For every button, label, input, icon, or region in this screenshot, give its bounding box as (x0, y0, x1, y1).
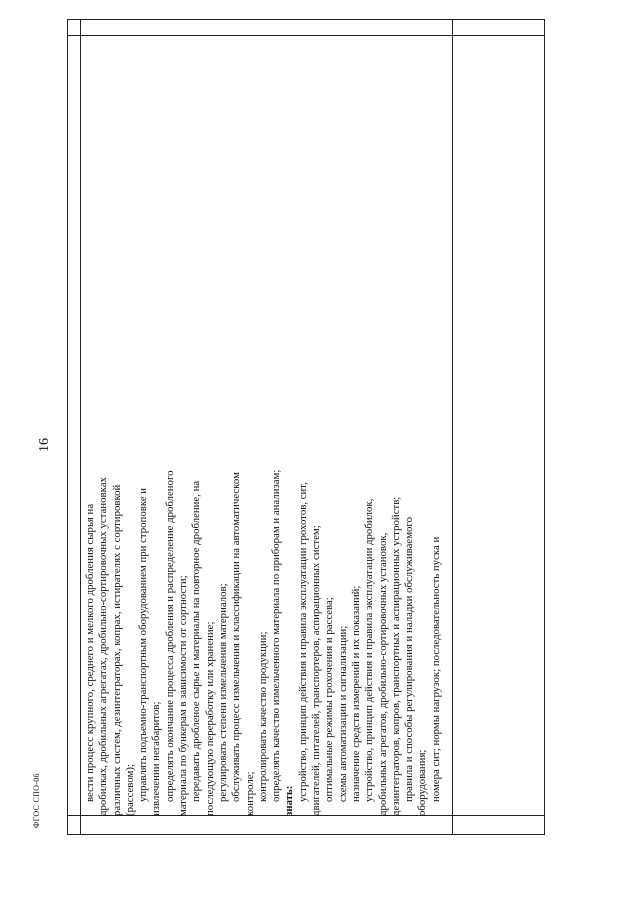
skill-line: регулировать степени измельчения материалов; (216, 583, 229, 802)
knowledge-line: правила и способы регулирования и наладки обслуживаемого оборудования; (403, 517, 429, 816)
skill-line: обслуживать процесс измельчения и классификации на автоматическом контроле; (230, 472, 256, 816)
knowledge-line: устройство, принцип действия и правила эксплуатации грохотов, сит, двигателей, питателей, транспортеров, аспирационных систем; (296, 482, 323, 816)
skill-line: определять качество измельченного материала по приборам и анализам; (270, 469, 283, 802)
knowledge-line: назначение средств измерений и их показаний; (349, 585, 362, 802)
skill-line: определять окончание процесса дробления и распределение дробленого материала по бункерам в зависимости от сортности; (163, 470, 190, 816)
competency-text (84, 466, 443, 816)
skill-line: контролировать качество продукции; (256, 631, 269, 802)
table-column-divider (452, 20, 453, 834)
knowledge-line: номера сит; нормы нагрузок; последовательность пуска и (429, 536, 442, 802)
knowledge-line: оптимальные режимы грохочения и рассева; (323, 597, 336, 802)
page-number: 16 (37, 438, 52, 452)
table-frame (67, 19, 545, 835)
skill-line: управлять подъемно-транспортным оборудованием при строповке и извлечении негабаритов; (137, 487, 163, 816)
skill-line: вести процесс крупного, среднего и мелкого дробления сырья на дробилках, дробильных агрегатах, дробильно-сортировочных установках различных систем, дезинтеграторах, копрах, истирателях с сортировкой (рассевом); (84, 477, 136, 816)
table-row-divider (68, 35, 544, 36)
knowledge-line: устройство, принцип действия и правила эксплуатации дробилок, дробильных агрегатов, дробильно-сортировочных установок, дезинтеграторов, копров, транспортных и аспирационных устройств; (363, 496, 402, 816)
footer-code: ФГОС СПО-06 (32, 773, 41, 828)
skill-line: передавать дробленое сырье и материалы на повторное дробление, на последующую переработку или хранение; (190, 480, 216, 816)
table-column-divider (80, 20, 81, 834)
knowledge-line: схемы автоматизации и сигнализации; (336, 625, 349, 802)
knowledge-heading: знать: (283, 785, 296, 816)
